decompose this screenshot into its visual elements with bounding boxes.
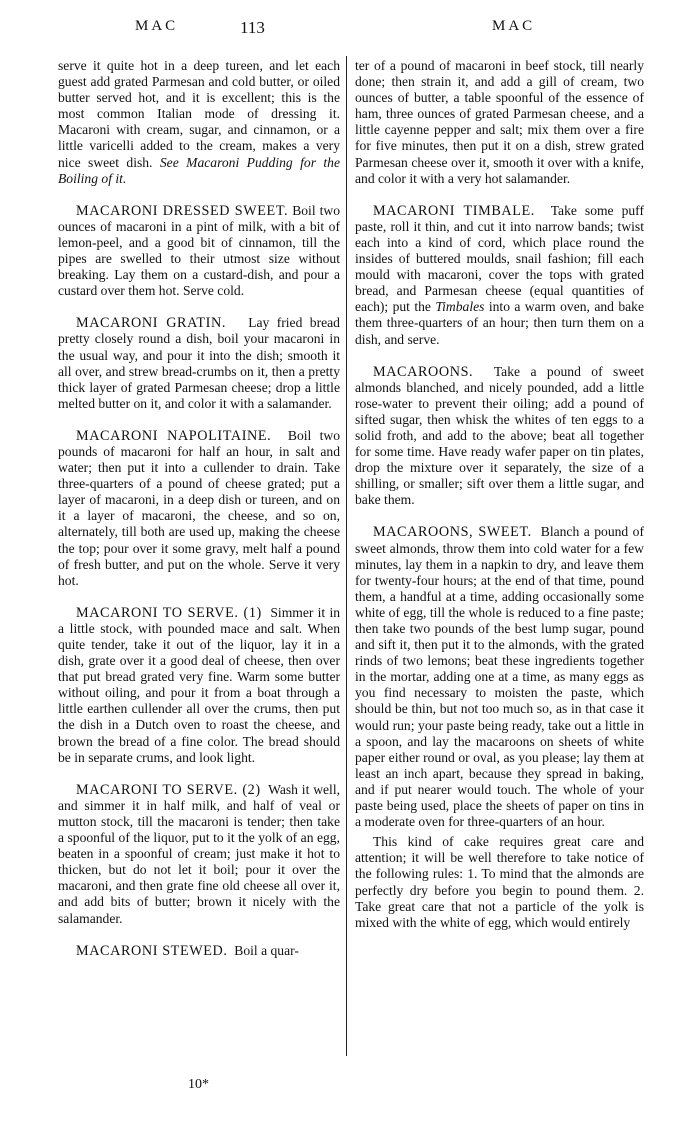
header-left-guide-word: MAC (135, 18, 179, 34)
italic-term: Timbales (435, 299, 485, 315)
entry-body: Boil two pounds of macaroni for half an hour, in salt and water; then put it into a cullender to drain. Take three-quarters of a pound of cheese grated; put a layer of macaroni, in a deep dish or tureen, and on it a layer of macaroni, the cheese, and so on, alternately, till both are used up, making the cheese the top; pour over it some gravy, melt half a pound of fresh butter, and put on the whole. Serve it very hot. (58, 427, 340, 588)
entry-body: ter of a pound of macaroni in beef stock, till nearly done; then strain it, and add a gill of cream, two ounces of butter, a table spoonful of the essence of ham, three ounces of grated Parmesan cheese, and a little cayenne pepper and salt; mix them over a fire for five minutes, then put it on a dish, strew grated Parmesan cheese over it, smooth it over with a knife, and color it with a very hot salamander. (355, 58, 644, 186)
recipe-entry (58, 428, 340, 589)
recipe-entry (355, 364, 644, 509)
right-column (355, 58, 644, 944)
entry-title: MACARONI TIMBALE. (373, 202, 535, 219)
entry-title: MACAROONS, SWEET. (373, 524, 532, 541)
continued-entry (58, 58, 340, 187)
entry-body: Take some puff paste, roll it thin, and cut it into narrow bands; twist each into a kind of cord, which place round the insides of buttered moulds, snail fashion; fill each mould with macaroni, cover the tops with grated bread, and Parmesan cheese (equal quantities of each); put the (355, 202, 644, 315)
column-divider (346, 56, 347, 1056)
entry-title: MACARONI STEWED. (76, 942, 228, 959)
entry-body: Boil a quar- (234, 942, 299, 958)
recipe-entry (58, 943, 340, 959)
entry-body: Boil two ounces of macaroni in a pint of milk, with a bit of lemon-peel, and a good bit of cinnamon, till the pipes are swelled to their utmost size without breaking. Lay them on a custard-dish, and pour a custard over them hot. Serve cold. (58, 202, 340, 299)
entry-title: MACAROONS. (373, 363, 474, 380)
recipe-entry (58, 605, 340, 766)
entry-body: Blanch a pound of sweet almonds, throw them into cold water for a few minutes, lay them in a napkin to dry, and leave them for twenty-four hours; at the end of that time, pound them, a handful at a time, adding occasionally some white of egg, till the whole is reduced to a fine paste; then take two pounds of the best lump sugar, pound and sift it, then put it to the almonds, with the grated rinds of two lemons; beat these ingredients together in the mortar, adding one at a time, as many eggs as you find necessary to moisten the paste, which should be thin, but not too much so, as in that case it would run; your paste being ready, take out a little in a spoon, and lay the macaroons on sheets of white paper either round or oval, as you please; lay them at least an inch apart, because they spread in baking, and if put nearer would touch. The whole of your paste being used, place the sheets of paper on tins in a moderate oven for three-quarters of an hour. (355, 524, 645, 830)
entry-body: into a warm oven, and bake them three-quarters of an hour; then turn them on a dish, and serve. (355, 299, 645, 347)
recipe-entry (58, 782, 340, 927)
entry-title: MACARONI TO SERVE. (2) (76, 781, 261, 798)
recipe-entry (355, 524, 644, 830)
recipe-entry (58, 203, 340, 300)
page-number: 113 (240, 18, 265, 37)
note-paragraph: This kind of cake requires great care and attention; it will be well therefore to take notice of the following rules: 1. To mind that the almonds are perfectly dry before you begin to pound them. 2. Take great care that not a particle of the yolk is mixed with the white of egg, which would entirely (355, 834, 644, 930)
recipe-entry (58, 315, 340, 412)
left-column (58, 58, 340, 975)
running-header (0, 18, 700, 38)
signature-mark: 10* (188, 1077, 209, 1092)
cross-reference: See Macaroni Pudding for the Boiling of it. (58, 154, 340, 186)
entry-title: MACARONI GRATIN. (76, 315, 226, 332)
recipe-entry (355, 203, 644, 348)
entry-body: serve it quite hot in a deep tureen, and let each guest add grated Parmesan and cold butter, or oiled butter served hot, and it is excellent; this is the most common Italian mode of dressing it. Macaroni with cream, sugar, and cinnamon, or a little varicelli added to the cream, makes a very nice sweet dish. (58, 58, 340, 170)
entry-body: Wash it well, and simmer it in half milk, and half of veal or mutton stock, till the macaroni is tender; then take a spoonful of the liquor, put to it the yolk of an egg, beaten in a spoonful of cream; just make it hot to thicken, but do not let it boil; pour it over the macaroni, and then grate fine old cheese all over it, and add bits of butter; brown it nicely with the salamander. (58, 781, 340, 926)
entry-title: MACARONI TO SERVE. (1) (76, 604, 262, 621)
entry-title: MACARONI NAPOLITAINE. (76, 427, 272, 444)
entry-title: MACARONI DRESSED SWEET. (76, 202, 289, 219)
entry-body: Take a pound of sweet almonds blanched, and nicely pounded, add a little rose-water to prevent their oiling; add a pound of sifted sugar, then whisk the whites of ten eggs to a solid froth, and add to the above; beat all together for some time. Have ready wafer paper on tin plates, drop the mixture over it separately, the size of a shilling, or smaller; sift over them a little sugar, and bake them. (355, 363, 644, 508)
entry-body: Lay fried bread pretty closely round a dish, boil your macaroni in the usual way, and pour it into the dish; smooth it all over, and strew bread-crumbs on it, then a pretty thick layer of grated Parmesan cheese; drop a little melted butter on it, and color it with a salamander. (58, 315, 340, 411)
entry-body: Simmer it in a little stock, with pounded mace and salt. When quite tender, take it out of the liquor, lay it in a dish, grate over it a good deal of cheese, then over that put bread grated very fine. Warm some butter without oiling, and pour it from a boat through a little earthen cullender all over the crums, then put the dish in a Dutch oven to roast the cheese, and brown the bread of a fine color. The bread should be in separate crums, and look light. (58, 604, 341, 765)
continued-entry (355, 58, 644, 187)
header-right-guide-word: MAC (492, 18, 536, 34)
